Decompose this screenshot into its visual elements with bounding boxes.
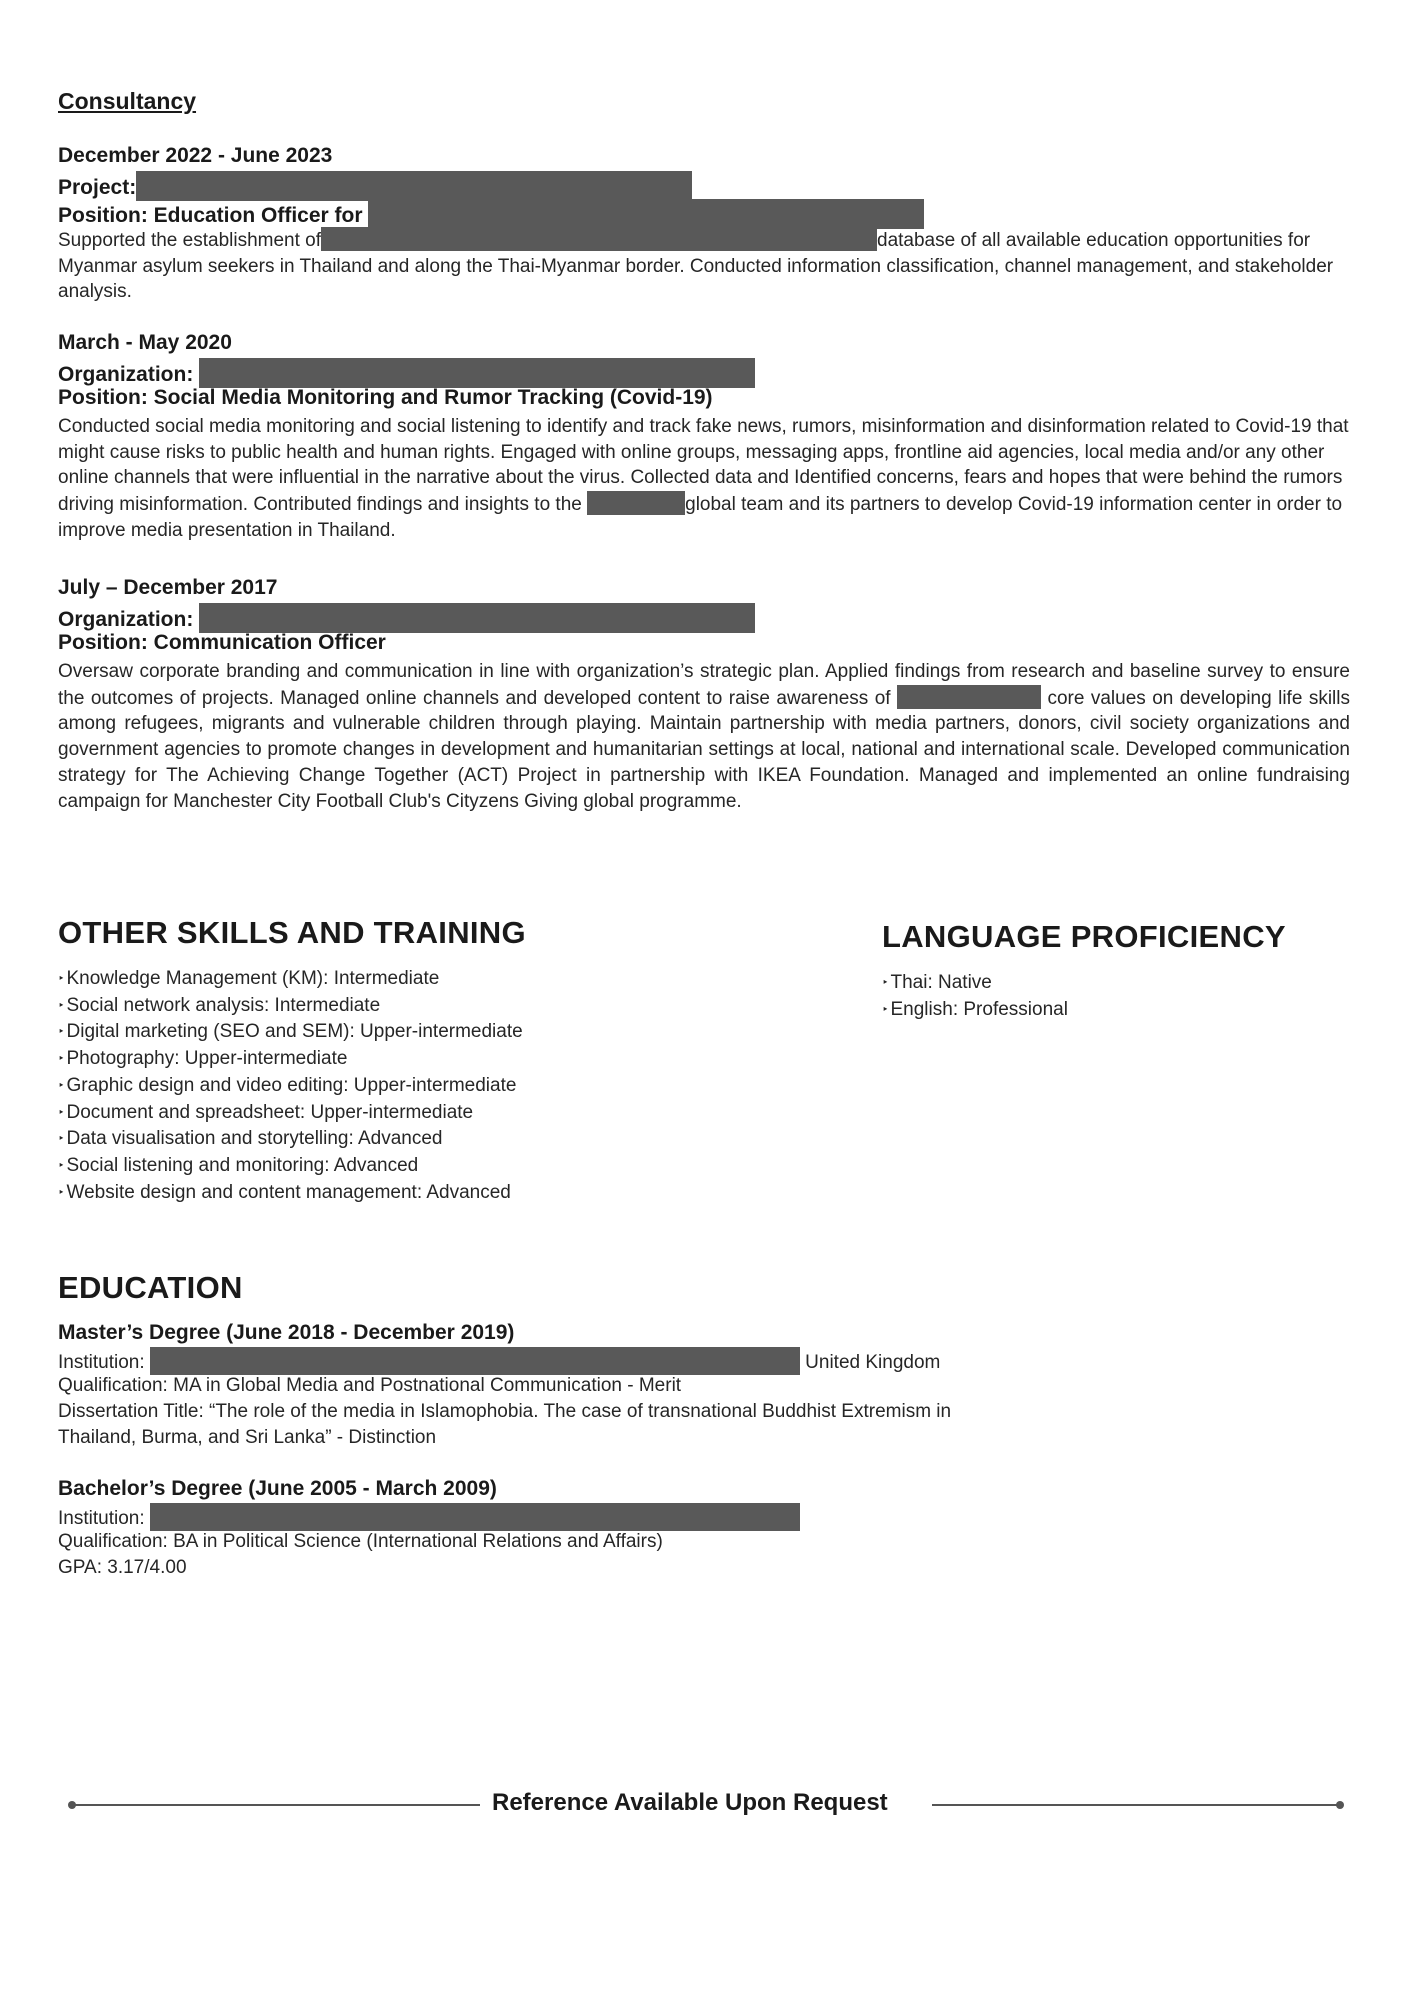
entry1-desc-end: database of all available education opportunities for Myanmar asylum seekers in Thailand and along the Thai-Myanmar border. Conducted information classification, channel management, and stakeholder analysis. (58, 230, 1334, 303)
entry3-desc-end: core values on developing life skills among refugees, migrants and vulnerable children through playing. Maintain partnership with media partners, donors, civil society organizations and government agencies to promote changes in development and humanitarian settings at local, national and international scale. Developed communication strategy for The Achieving Change Together (ACT) Project in partnership with IKEA Foundation. Managed and implemented an online fundraising campaign for Manchester City Football Club's Cityzens Giving global programme. (58, 687, 1350, 812)
bullet-icon: ‣ (58, 999, 65, 1012)
list-item (882, 997, 1068, 1024)
entry2-date: March - May 2020 (58, 331, 232, 354)
bullet-icon: ‣ (58, 1106, 65, 1119)
entry3-description (58, 659, 1350, 814)
redaction-bar (368, 199, 924, 229)
skill-text: Digital marketing (SEO and SEM): Upper-intermediate (66, 1021, 523, 1043)
list-item (58, 993, 523, 1020)
skill-text: Social listening and monitoring: Advanced (66, 1154, 419, 1176)
list-item (882, 970, 1068, 997)
list-item (58, 966, 523, 993)
reference-note: Reference Available Upon Request (492, 1789, 888, 1816)
redaction-bar (897, 685, 1041, 709)
bullet-icon: ‣ (58, 1053, 65, 1066)
list-item (58, 1153, 523, 1180)
entry3-position: Position: Communication Officer (58, 631, 386, 654)
masters-dissertation: Dissertation Title: “The role of the media in Islamophobia. The case of transnational Buddhist Extremism in Thailand, Burma, and Sri Lanka” - Distinction (58, 1401, 952, 1448)
education-heading: EDUCATION (58, 1270, 243, 1305)
entry1-project (58, 171, 692, 201)
skills-heading: OTHER SKILLS AND TRAINING (58, 915, 526, 950)
redaction-bar (321, 227, 877, 251)
language-heading: LANGUAGE PROFICIENCY (882, 919, 1286, 954)
bachelors-gpa: GPA: 3.17/4.00 (58, 1557, 187, 1578)
skill-text: Photography: Upper-intermediate (66, 1048, 348, 1070)
redaction-bar (199, 358, 755, 388)
entry2-position: Position: Social Media Monitoring and Rumor Tracking (Covid-19) (58, 386, 713, 409)
bullet-icon: ‣ (58, 1133, 65, 1146)
entry3-desc-start: Oversaw corporate branding and communication in line with organization’s strategic plan. Applied findings from research and baseline survey to ensure the outcomes of projects. Managed online channels and developed content to raise awareness of (58, 661, 1350, 709)
masters-institution (58, 1347, 940, 1376)
bullet-icon: ‣ (58, 1026, 65, 1039)
list-item (58, 1073, 523, 1100)
entry3-org-label: Organization: (58, 608, 194, 631)
language-text: Thai: Native (890, 972, 992, 993)
entry1-position (58, 199, 924, 229)
entry3-organization (58, 603, 755, 633)
institution-label: Institution: (58, 1508, 145, 1529)
masters-qualification: Qualification: MA in Global Media and Postnational Communication - Merit (58, 1375, 682, 1396)
bullet-icon: ‣ (882, 977, 889, 989)
bullet-icon: ‣ (58, 1186, 65, 1199)
list-item (58, 1100, 523, 1127)
list-item (58, 1046, 523, 1073)
skill-text: Data visualisation and storytelling: Advanced (66, 1128, 443, 1150)
skill-text: Social network analysis: Intermediate (66, 994, 381, 1016)
bullet-icon: ‣ (58, 1159, 65, 1172)
redaction-bar (150, 1503, 800, 1531)
entry1-date: December 2022 - June 2023 (58, 144, 333, 167)
skill-text: Knowledge Management (KM): Intermediate (66, 968, 440, 989)
consultancy-heading: Consultancy (58, 88, 197, 114)
entry2-organization (58, 358, 755, 388)
entry2-desc-end: global team and its partners to develop Covid-19 information center in order to improve media presentation in Thailand. (58, 494, 1343, 541)
divider-dot-right (1336, 1801, 1344, 1809)
entry1-desc-start: Supported the establishment of (58, 230, 322, 251)
bullet-icon: ‣ (58, 973, 65, 985)
bachelors-institution (58, 1503, 800, 1532)
language-list (882, 970, 1068, 1023)
skill-text: Document and spreadsheet: Upper-intermediate (66, 1101, 474, 1123)
masters-title: Master’s Degree (June 2018 - December 2019) (58, 1321, 515, 1344)
entry1-position-text: Position: Education Officer for (58, 204, 363, 227)
entry2-desc-start: Conducted social media monitoring and social listening to identify and track fake news, rumors, misinformation and disinformation related to Covid-19 that might cause risks to public health and human rights. Engaged with online groups, messaging apps, frontline aid agencies, local media and/or any other online channels that were influential in the narrative about the virus. Collected data and Identified concerns, fears and hopes that were behind the rumors driving misinformation. Contributed findings and insights to the (58, 416, 1349, 516)
bachelors-title: Bachelor’s Degree (June 2005 - March 2009) (58, 1477, 497, 1500)
redaction-bar (587, 491, 685, 515)
bullet-icon: ‣ (882, 1003, 889, 1016)
entry2-org-label: Organization: (58, 363, 194, 386)
skills-list (58, 966, 523, 1206)
bullet-icon: ‣ (58, 1079, 65, 1092)
institution-label: Institution: (58, 1352, 145, 1373)
list-item (58, 1019, 523, 1046)
skill-text: Website design and content management: Advanced (66, 1181, 511, 1203)
list-item (58, 1180, 523, 1207)
skill-text: Graphic design and video editing: Upper-intermediate (66, 1074, 517, 1096)
divider-line-right (932, 1804, 1340, 1806)
redaction-bar (199, 603, 755, 633)
entry1-project-label: Project: (58, 176, 137, 199)
list-item (58, 1126, 523, 1153)
institution-country: United Kingdom (805, 1352, 941, 1373)
redaction-bar (136, 171, 692, 201)
divider-line-left (72, 1804, 480, 1806)
entry1-description (58, 227, 1348, 305)
entry3-date: July – December 2017 (58, 576, 278, 599)
redaction-bar (150, 1347, 800, 1375)
entry2-description (58, 414, 1350, 544)
language-text: English: Professional (890, 998, 1068, 1020)
bachelors-qualification: Qualification: BA in Political Science (International Relations and Affairs) (58, 1531, 663, 1552)
